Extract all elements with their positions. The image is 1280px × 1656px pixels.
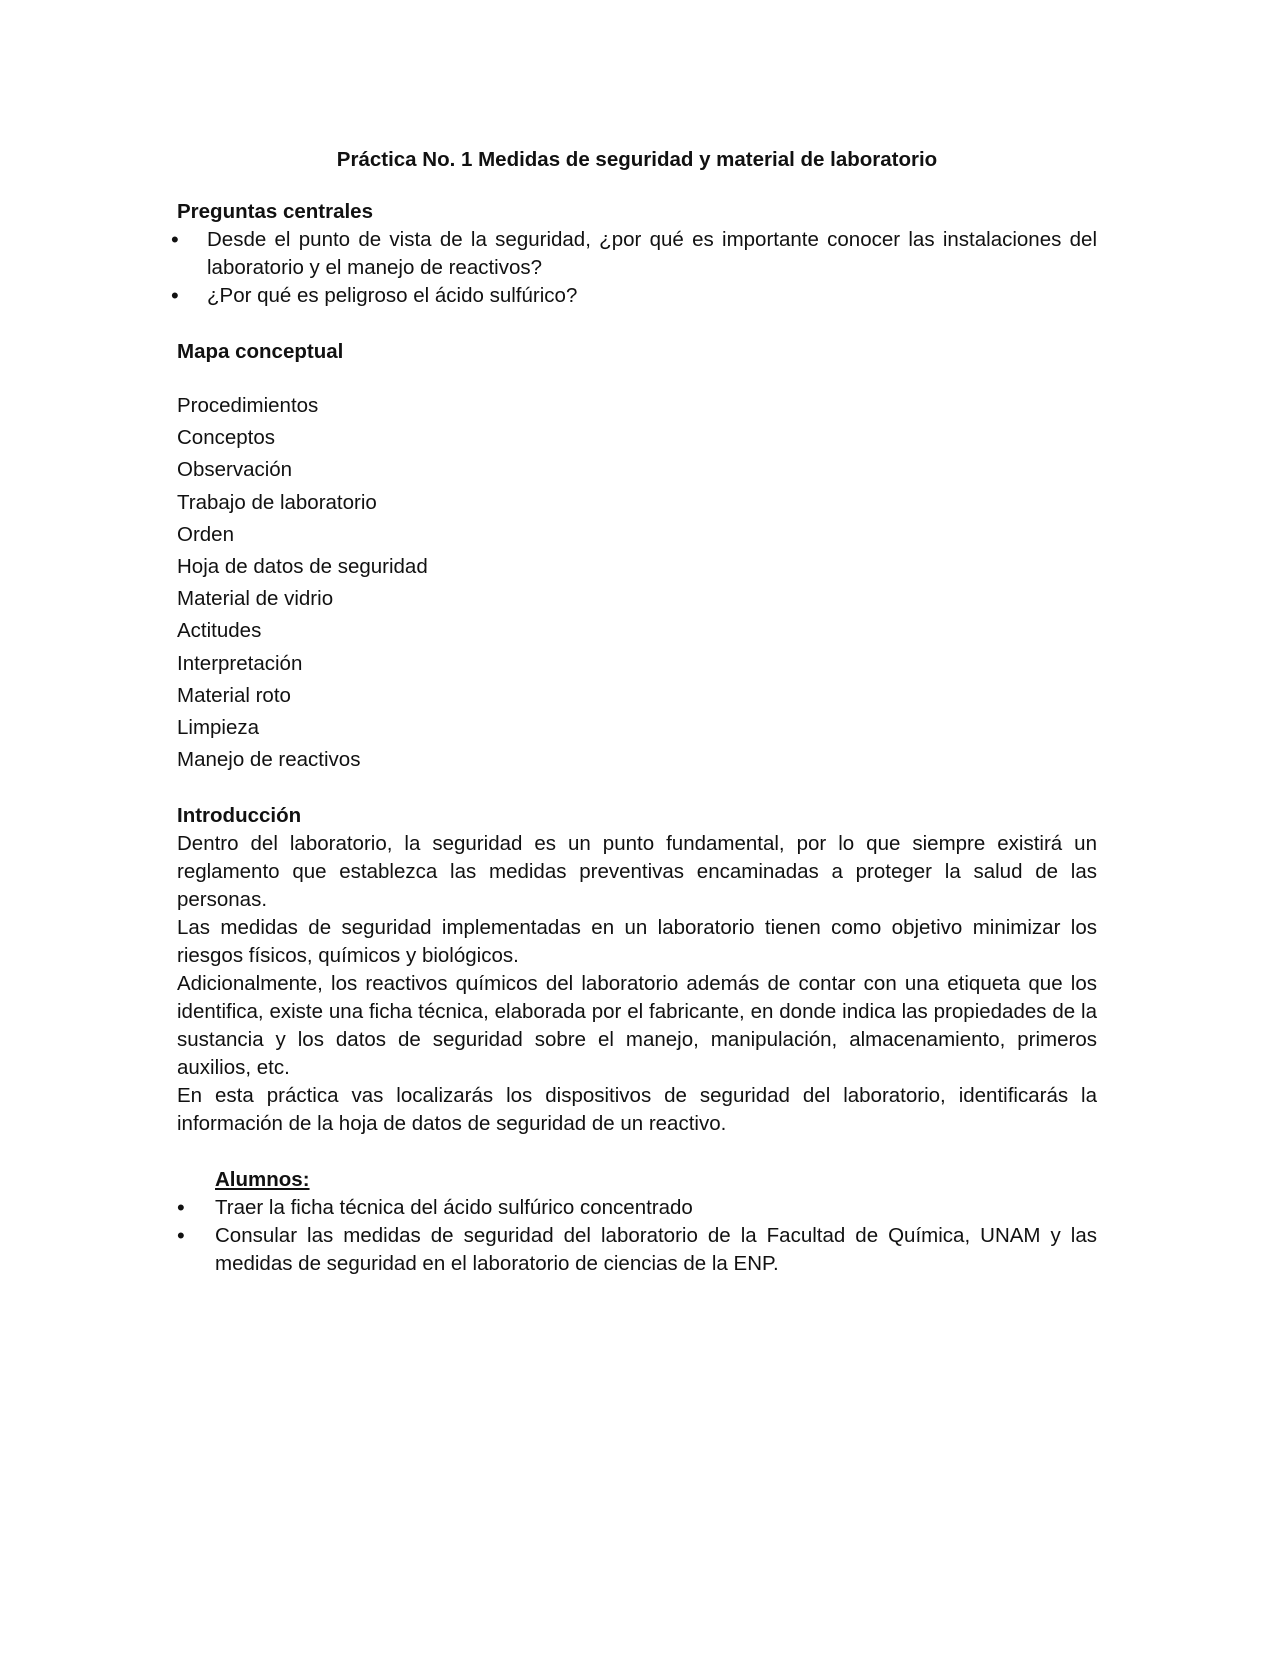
spacer xyxy=(177,310,1097,338)
concept-map-heading: Mapa conceptual xyxy=(177,340,344,363)
list-item xyxy=(177,1222,1097,1278)
spacer xyxy=(177,776,1097,802)
list-item: Trabajo de laboratorio xyxy=(177,490,377,514)
concept-map-section xyxy=(177,338,1097,776)
students-heading: Alumnos: xyxy=(215,1168,310,1192)
introduction-heading: Introducción xyxy=(177,804,302,828)
list-item: Material roto xyxy=(177,683,291,707)
introduction-paragraph: Dentro del laboratorio, la seguridad es un punto fundamental, por lo que siempre existirá un reglamento que establezca las medidas preventivas encaminadas a proteger la salud de las personas. xyxy=(177,832,1097,912)
list-item: Orden xyxy=(177,522,234,546)
student-task-text: Consular las medidas de seguridad del laboratorio de la Facultad de Química, UNAM y las medidas de seguridad en el laboratorio de ciencias de la ENP. xyxy=(215,1224,1097,1276)
list-item: Material de vidrio xyxy=(177,587,334,611)
students-list xyxy=(177,1194,1097,1278)
list-item: Observación xyxy=(177,458,293,482)
introduction-section xyxy=(177,802,1097,1138)
introduction-paragraph: Adicionalmente, los reactivos químicos del laboratorio además de contar con una etiqueta que los identifica, existe una ficha técnica, elaborada por el fabricante, en donde indica las propiedades de la sustancia y los datos de seguridad sobre el manejo, manipulación, almacenamiento, primeros auxilios, etc. xyxy=(177,972,1097,1080)
list-item: Limpieza xyxy=(177,715,260,739)
document-content xyxy=(171,146,1097,1278)
list-item: Hoja de datos de seguridad xyxy=(177,554,428,578)
introduction-paragraph: En esta práctica vas localizarás los dispositivos de seguridad del laboratorio, identificarás la información de la hoja de datos de seguridad de un reactivo. xyxy=(177,1084,1097,1136)
central-questions-list xyxy=(171,226,1097,310)
list-item xyxy=(171,226,1097,282)
spacer xyxy=(177,366,1097,390)
introduction-paragraph: Las medidas de seguridad implementadas en un laboratorio tienen como objetivo minimizar los riesgos físicos, químicos y biológicos. xyxy=(177,916,1097,968)
list-item xyxy=(171,282,1097,310)
students-heading-wrap xyxy=(177,1166,1097,1194)
list-item: Manejo de reactivos xyxy=(177,748,361,772)
question-text: Desde el punto de vista de la seguridad, ¿por qué es importante conocer las instalaciones del laboratorio y el manejo de reactivos? xyxy=(207,228,1097,279)
central-questions-section xyxy=(171,198,1097,310)
list-item: Conceptos xyxy=(177,426,276,450)
list-item: Actitudes xyxy=(177,619,262,643)
list-item: Procedimientos xyxy=(177,394,319,417)
student-task-text: Traer la ficha técnica del ácido sulfúrico concentrado xyxy=(215,1196,693,1220)
spacer xyxy=(177,1138,1097,1166)
bullet-icon: • xyxy=(177,1223,185,1249)
bullet-icon: • xyxy=(177,1195,185,1221)
concept-list xyxy=(177,390,1097,776)
students-section xyxy=(177,1166,1097,1278)
document-title: Práctica No. 1 Medidas de seguridad y material de laboratorio xyxy=(336,148,938,171)
bullet-icon: • xyxy=(171,227,179,252)
list-item: Interpretación xyxy=(177,651,303,675)
bullet-icon: • xyxy=(171,283,179,308)
question-text: ¿Por qué es peligroso el ácido sulfúrico? xyxy=(207,284,578,307)
central-questions-heading: Preguntas centrales xyxy=(177,200,373,223)
list-item xyxy=(177,1194,1097,1222)
